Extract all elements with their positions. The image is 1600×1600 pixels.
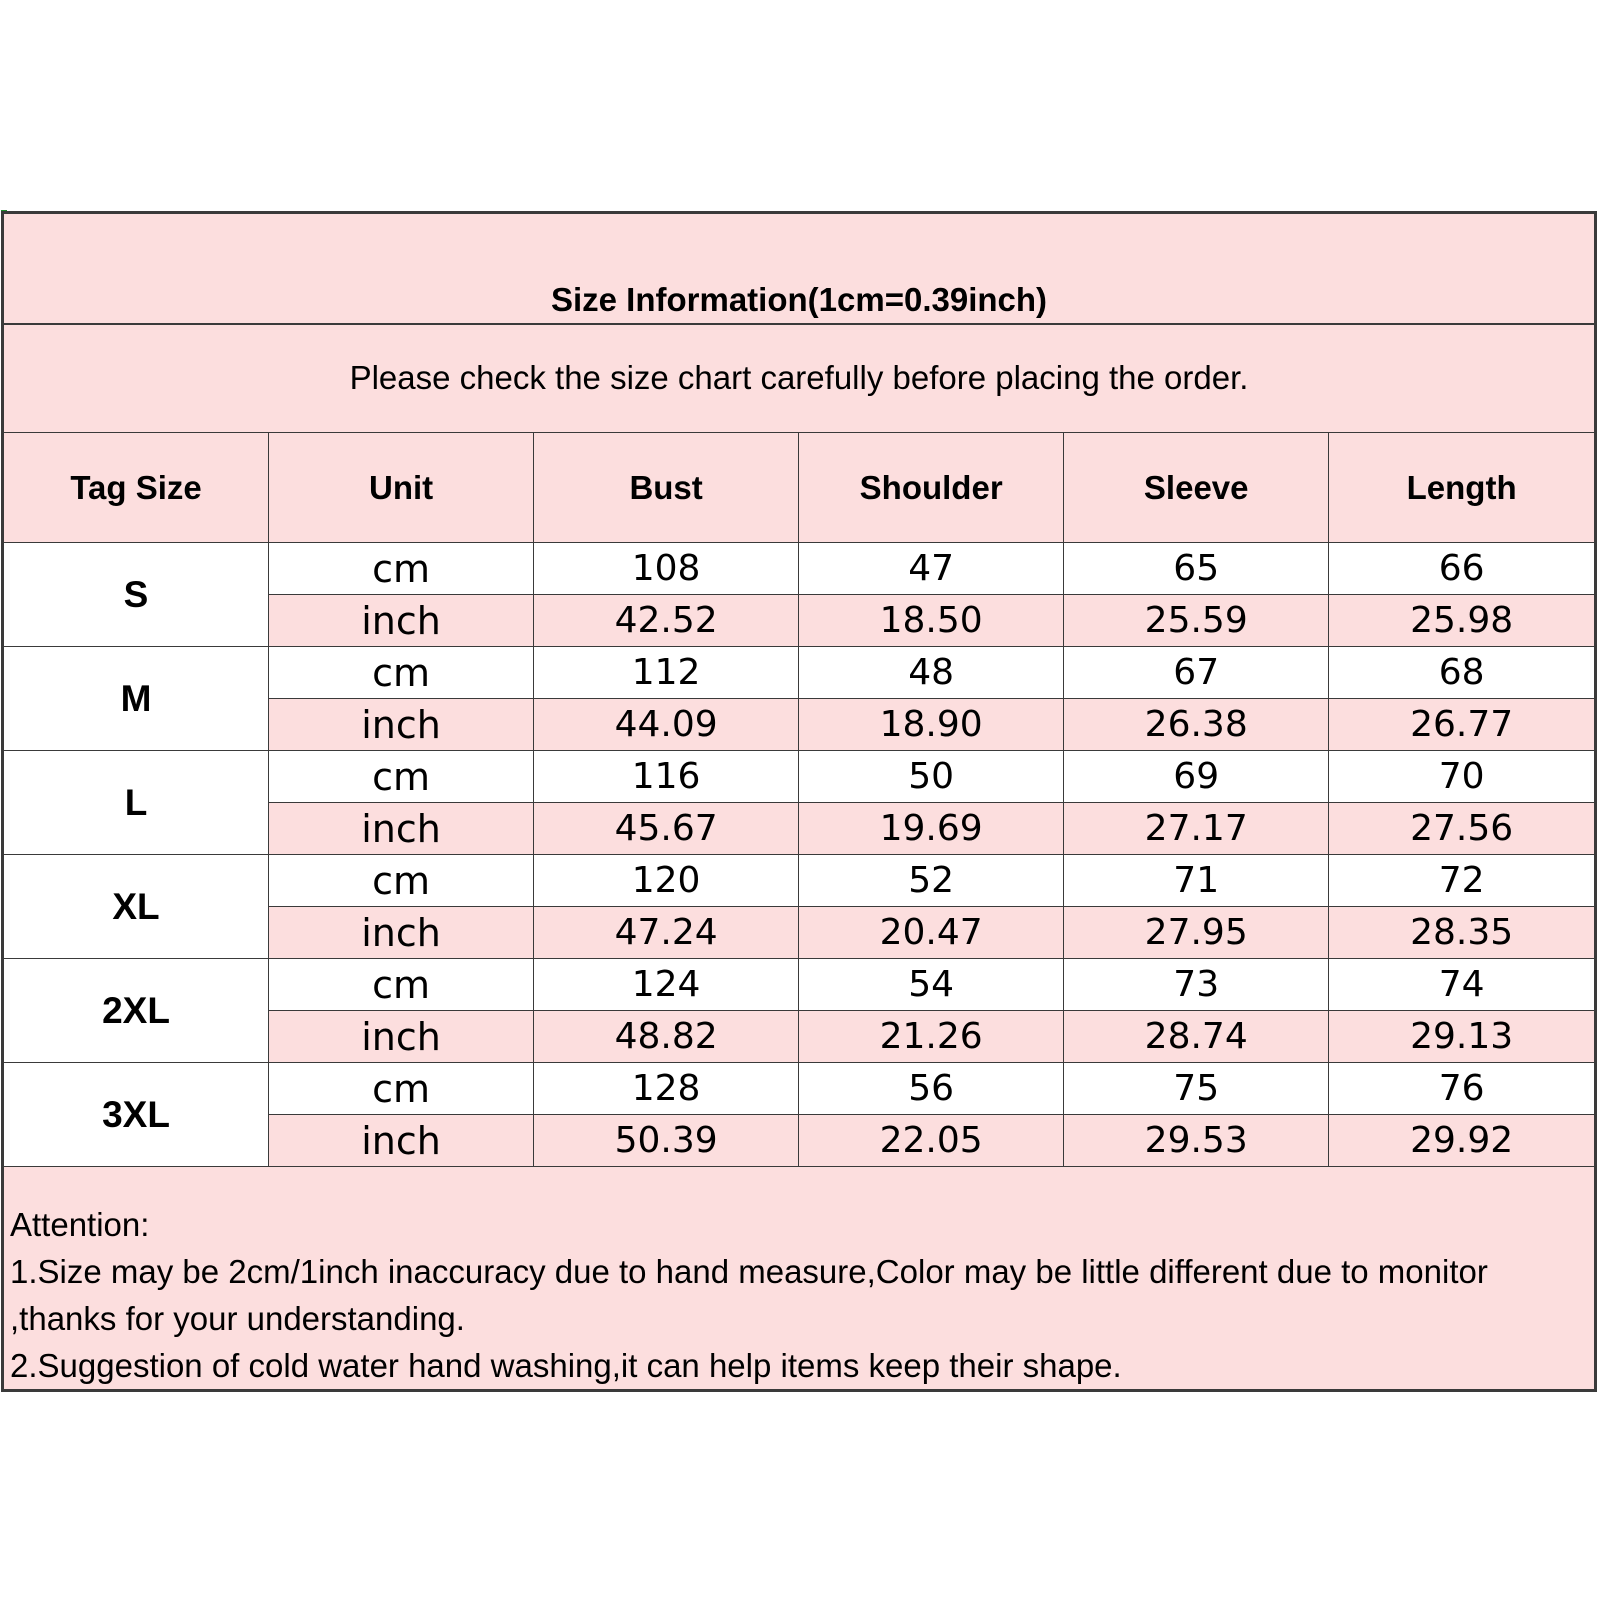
header-shoulder: Shoulder (799, 433, 1064, 543)
tag-size-cell: L (4, 751, 269, 855)
shoulder-cell: 54 (799, 959, 1064, 1011)
attention-notes (4, 1167, 1595, 1390)
unit-cell: cm (269, 1063, 534, 1115)
table-row (4, 1063, 1595, 1115)
sleeve-cell: 28.74 (1064, 1011, 1329, 1063)
shoulder-cell: 52 (799, 855, 1064, 907)
unit-cell: inch (269, 699, 534, 751)
unit-cell: cm (269, 855, 534, 907)
length-cell: 29.92 (1329, 1115, 1595, 1167)
tag-size-cell: XL (4, 855, 269, 959)
length-cell: 28.35 (1329, 907, 1595, 959)
shoulder-cell: 21.26 (799, 1011, 1064, 1063)
length-cell: 76 (1329, 1063, 1595, 1115)
bust-cell: 48.82 (534, 1011, 799, 1063)
tag-size-cell: 2XL (4, 959, 269, 1063)
sleeve-cell: 75 (1064, 1063, 1329, 1115)
unit-cell: inch (269, 1115, 534, 1167)
unit-cell: cm (269, 647, 534, 699)
attention-heading: Attention: (10, 1206, 150, 1243)
size-table (3, 213, 1595, 1390)
header-length: Length (1329, 433, 1595, 543)
shoulder-cell: 48 (799, 647, 1064, 699)
bust-cell: 128 (534, 1063, 799, 1115)
table-row (4, 543, 1595, 595)
attention-line-2: 2.Suggestion of cold water hand washing,it can help items keep their shape. (10, 1347, 1122, 1384)
bust-cell: 120 (534, 855, 799, 907)
header-unit: Unit (269, 433, 534, 543)
bust-cell: 47.24 (534, 907, 799, 959)
sleeve-cell: 65 (1064, 543, 1329, 595)
table-row (4, 647, 1595, 699)
unit-cell: cm (269, 751, 534, 803)
unit-cell: inch (269, 595, 534, 647)
shoulder-cell: 50 (799, 751, 1064, 803)
header-bust: Bust (534, 433, 799, 543)
length-cell: 74 (1329, 959, 1595, 1011)
sleeve-cell: 69 (1064, 751, 1329, 803)
header-sleeve: Sleeve (1064, 433, 1329, 543)
chart-notice: Please check the size chart carefully before placing the order. (4, 324, 1595, 433)
sleeve-cell: 73 (1064, 959, 1329, 1011)
header-tag-size: Tag Size (4, 433, 269, 543)
unit-cell: inch (269, 1011, 534, 1063)
shoulder-cell: 22.05 (799, 1115, 1064, 1167)
shoulder-cell: 18.90 (799, 699, 1064, 751)
length-cell: 27.56 (1329, 803, 1595, 855)
sleeve-cell: 27.95 (1064, 907, 1329, 959)
sleeve-cell: 25.59 (1064, 595, 1329, 647)
attention-line-1: 1.Size may be 2cm/1inch inaccuracy due to hand measure,Color may be little different due to monitor ,thanks for your understanding. (10, 1253, 1488, 1337)
sleeve-cell: 29.53 (1064, 1115, 1329, 1167)
length-cell: 25.98 (1329, 595, 1595, 647)
bust-cell: 124 (534, 959, 799, 1011)
shoulder-cell: 20.47 (799, 907, 1064, 959)
length-cell: 72 (1329, 855, 1595, 907)
length-cell: 68 (1329, 647, 1595, 699)
length-cell: 26.77 (1329, 699, 1595, 751)
shoulder-cell: 18.50 (799, 595, 1064, 647)
table-row (4, 751, 1595, 803)
table-row (4, 855, 1595, 907)
chart-title: Size Information(1cm=0.39inch) (4, 214, 1595, 324)
bust-cell: 116 (534, 751, 799, 803)
bust-cell: 42.52 (534, 595, 799, 647)
length-cell: 70 (1329, 751, 1595, 803)
sleeve-cell: 27.17 (1064, 803, 1329, 855)
length-cell: 29.13 (1329, 1011, 1595, 1063)
shoulder-cell: 56 (799, 1063, 1064, 1115)
size-chart (1, 211, 1597, 1392)
bust-cell: 44.09 (534, 699, 799, 751)
unit-cell: cm (269, 543, 534, 595)
shoulder-cell: 19.69 (799, 803, 1064, 855)
bust-cell: 108 (534, 543, 799, 595)
length-cell: 66 (1329, 543, 1595, 595)
bust-cell: 112 (534, 647, 799, 699)
sleeve-cell: 26.38 (1064, 699, 1329, 751)
tag-size-cell: 3XL (4, 1063, 269, 1167)
sleeve-cell: 71 (1064, 855, 1329, 907)
unit-cell: cm (269, 959, 534, 1011)
tag-size-cell: M (4, 647, 269, 751)
bust-cell: 50.39 (534, 1115, 799, 1167)
header-row (4, 433, 1595, 543)
bust-cell: 45.67 (534, 803, 799, 855)
tag-size-cell: S (4, 543, 269, 647)
unit-cell: inch (269, 803, 534, 855)
unit-cell: inch (269, 907, 534, 959)
shoulder-cell: 47 (799, 543, 1064, 595)
sleeve-cell: 67 (1064, 647, 1329, 699)
table-row (4, 959, 1595, 1011)
